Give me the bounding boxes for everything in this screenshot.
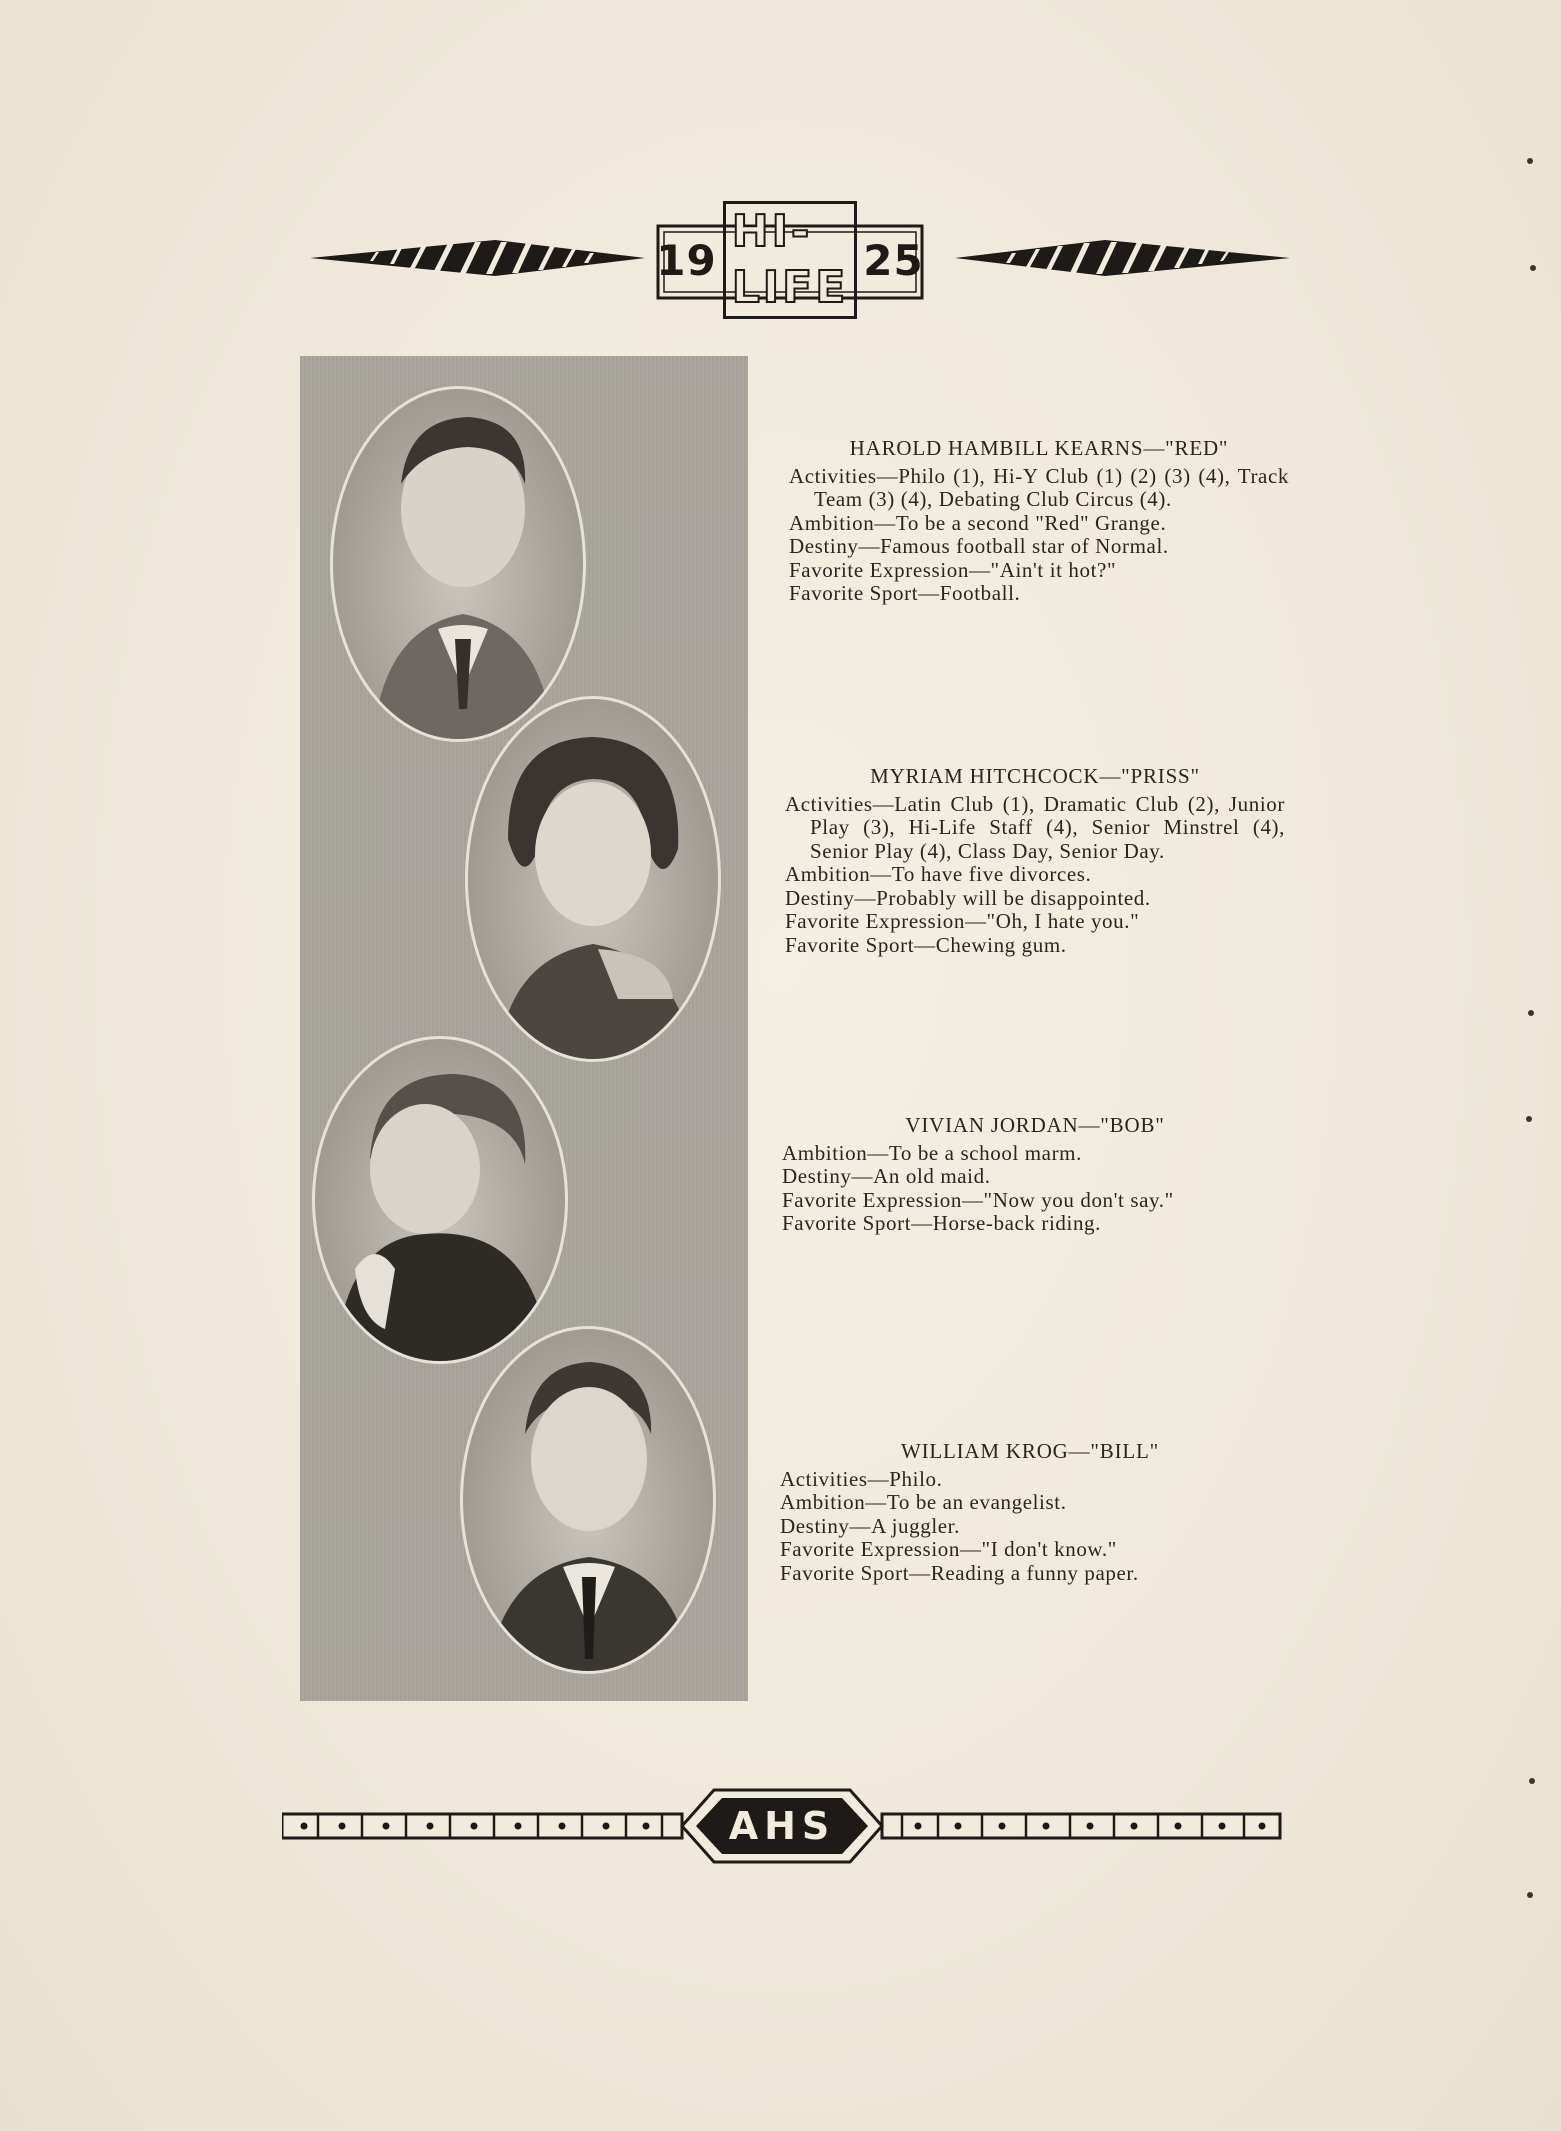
student-name: WILLIAM KROG—"BILL"	[900, 1439, 1160, 1463]
sport-line: Favorite Sport—Football.	[789, 581, 1021, 605]
sport-line: Favorite Sport—Reading a funny paper.	[780, 1560, 1139, 1585]
year-left: 19	[656, 235, 717, 285]
entry-krog	[780, 1440, 1280, 1585]
margin-speck	[1527, 1892, 1533, 1898]
portrait-krog	[460, 1326, 716, 1674]
margin-speck	[1527, 158, 1533, 164]
entry-hitchcock	[785, 765, 1285, 957]
entry-jordan	[782, 1114, 1288, 1236]
margin-speck	[1526, 1116, 1532, 1122]
yearbook-title	[656, 206, 924, 313]
title-word: HI-LIFE	[723, 201, 858, 319]
activities-line: Activities—Latin Club (1), Dramatic Club (2), Junior Play (3), Hi-Life Staff (4), Senior Minstrel (4), Senior Play (4), Class Day, Senior Day.	[785, 791, 1285, 863]
student-name: MYRIAM HITCHCOCK—"PRISS"	[870, 764, 1200, 788]
margin-speck	[1530, 265, 1536, 271]
margin-speck	[1528, 1010, 1534, 1016]
expression-line: Favorite Expression—"Now you don't say."	[782, 1187, 1174, 1212]
photo-panel	[300, 356, 748, 1701]
footer-ornament	[282, 1782, 1282, 1868]
ambition-line: Ambition—To be a second "Red" Grange.	[789, 510, 1167, 535]
ambition-line: Ambition—To be a school marm.	[782, 1140, 1082, 1165]
portrait-hitchcock	[465, 696, 721, 1062]
destiny-line: Destiny—Famous football star of Normal.	[789, 534, 1169, 558]
destiny-line: Destiny—An old maid.	[782, 1164, 991, 1188]
activities-line: Activities—Philo.	[780, 1466, 943, 1491]
activities-line: Activities—Philo (1), Hi-Y Club (1) (2) (3) (4), Track Team (3) (4), Debating Club Circus (4).	[789, 463, 1289, 511]
margin-speck	[1529, 1778, 1535, 1784]
year-right: 25	[863, 235, 924, 285]
footer-emblem-text: AHS	[728, 1804, 836, 1848]
destiny-line: Destiny—Probably will be disappointed.	[785, 885, 1151, 910]
expression-line: Favorite Expression—"Ain't it hot?"	[789, 557, 1117, 582]
student-name: VIVIAN JORDAN—"BOB"	[905, 1113, 1165, 1137]
entry-kearns	[789, 437, 1289, 606]
expression-line: Favorite Expression—"Oh, I hate you."	[785, 909, 1140, 933]
ambition-line: Ambition—To have five divorces.	[785, 862, 1092, 886]
portrait-kearns	[330, 386, 586, 742]
destiny-line: Destiny—A juggler.	[780, 1513, 960, 1538]
sport-line: Favorite Sport—Horse-back riding.	[782, 1211, 1101, 1235]
student-name: HAROLD HAMBILL KEARNS—"RED"	[849, 436, 1229, 460]
expression-line: Favorite Expression—"I don't know."	[780, 1537, 1117, 1561]
sport-line: Favorite Sport—Chewing gum.	[785, 932, 1067, 957]
ambition-line: Ambition—To be an evangelist.	[780, 1490, 1067, 1514]
portrait-jordan	[312, 1036, 568, 1364]
footer-banner	[282, 1782, 1282, 1868]
header-banner	[310, 206, 1290, 313]
